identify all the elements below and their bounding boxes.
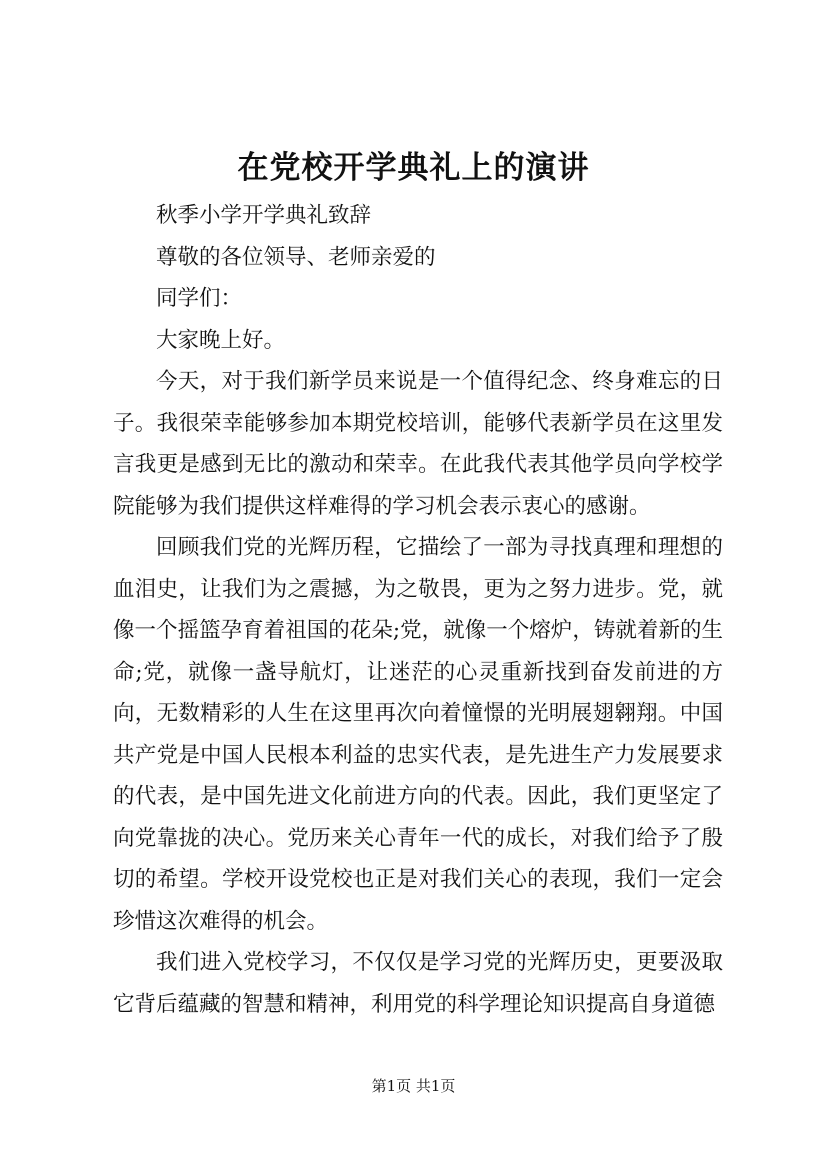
paragraph-greeting: 大家晚上好。 <box>156 327 286 353</box>
paragraph-subtitle: 秋季小学开学典礼致辞 <box>156 203 372 228</box>
page-footer: 第1页 共1页 <box>371 1077 456 1095</box>
paragraph-body-3: 我们进入党校学习，不仅仅是学习党的光辉历史，更要汲取它背后蕴藏的智慧和精神，利用党的科学理论知识提高自身道德 <box>113 950 723 1017</box>
paragraph-salutation: 尊敬的各位领导、老师亲爱的 <box>156 244 436 270</box>
paragraph-body-2: 回顾我们党的光辉历程，它描绘了一部为寻找真理和理想的血泪史，让我们为之震撼，为之敬畏，更为之努力进步。党，就像一个摇篮孕育着祖国的花朵;党，就像一个熔炉，铸就着新的生命;党，就像一盏导航灯，让迷茫的心灵重新找到奋发前进的方向，无数精彩的人生在这里再次向着憧憬的光明展翅翱翔。中国共产党是中国人民根本利益的忠实代表，是先进生产力发展要求的代表，是中国先进文化前进方向的代表。因此，我们更坚定了向党靠拢的决心。党历来关心青年一代的成长，对我们给予了殷切的希望。学校开设党校也正是对我们关心的表现，我们一定会珍惜这次难得的机会。 <box>113 535 723 934</box>
document-title: 在党校开学典礼上的演讲 <box>237 150 590 186</box>
document-body <box>113 195 723 1025</box>
paragraph-salutation-cont: 同学们： <box>156 286 243 311</box>
paragraph-body-1: 今天，对于我们新学员来说是一个值得纪念、终身难忘的日子。我很荣幸能够参加本期党校培训，能够代表新学员在这里发言我更是感到无比的激动和荣幸。在此我代表其他学员向学校学院能够为我们提供这样难得的学习机会表示衷心的感谢。 <box>113 369 723 519</box>
